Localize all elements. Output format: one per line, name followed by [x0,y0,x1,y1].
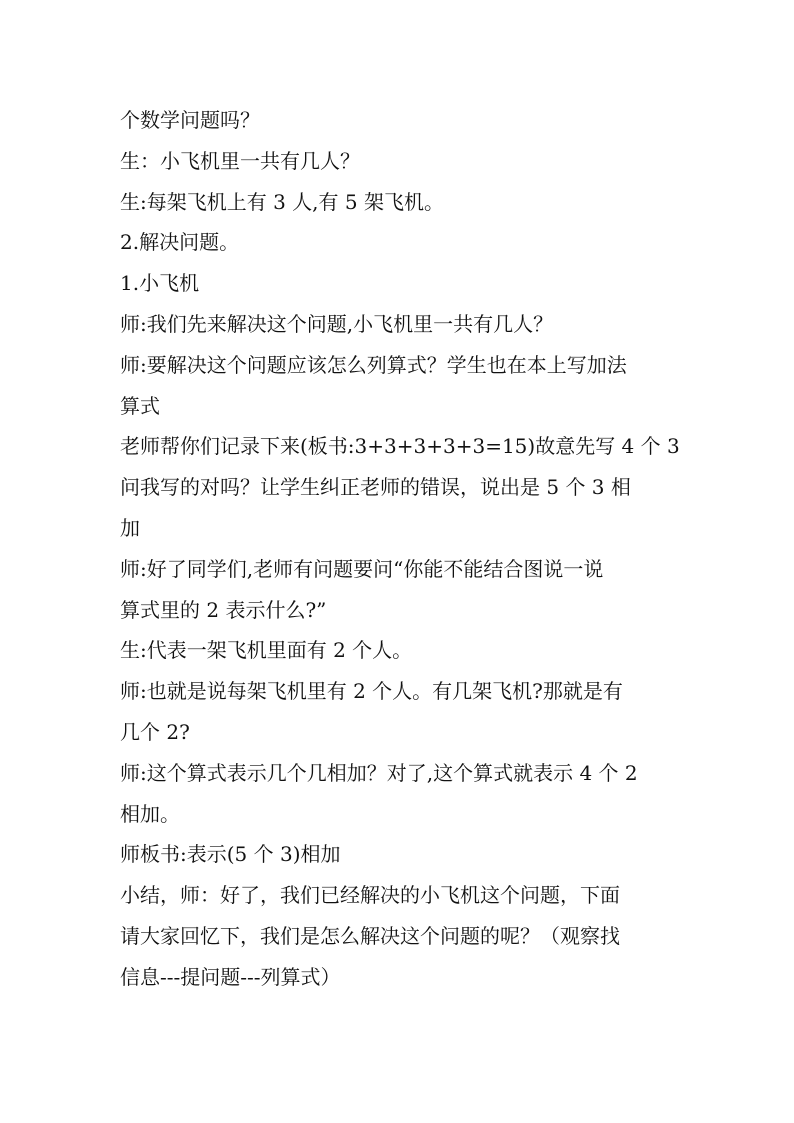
text-line: 2.解决问题。 [120,230,240,255]
text-line: 个数学问题吗？ [120,108,260,132]
text-line: 加 [120,515,140,540]
text-line: 师:这个算式表示几个几相加？对了,这个算式就表示 4 个 2 [120,760,638,785]
text-line: 生：小飞机里一共有几人？ [120,148,360,173]
text-line: 算式里的 2 表示什么?” [120,597,327,622]
text-line: 师:也就是说每架飞机里有 2 个人。有几架飞机?那就是有 [120,679,623,704]
text-line: 请大家回忆下，我们是怎么解决这个问题的呢？（观察找 [120,923,620,948]
text-line: 生:代表一架飞机里面有 2 个人。 [120,638,413,663]
text-line: 师:好了同学们,老师有问题要问“你能不能结合图说一说 [120,556,604,581]
text-line: 师:我们先来解决这个问题,小飞机里一共有几人？ [120,311,554,336]
text-line: 问我写的对吗？让学生纠正老师的错误，说出是 5 个 3 相 [120,475,631,500]
lesson-text [120,100,680,998]
text-line: 相加。 [120,801,180,826]
text-line: 算式 [120,393,160,418]
text-line: 信息---提问题---列算式） [120,964,341,989]
text-line: 小结，师：好了，我们已经解决的小飞机这个问题，下面 [120,883,620,908]
text-line: 生:每架飞机上有 3 人,有 5 架飞机。 [120,189,444,214]
text-line: 几个 2? [120,719,190,744]
text-line: 1.小飞机 [120,271,200,296]
text-line: 师板书:表示(5 个 3)相加 [120,842,341,867]
text-line: 老师帮你们记录下来(板书:3+3+3+3+3=15)故意先写 4 个 3 [120,434,680,459]
text-line: 师:要解决这个问题应该怎么列算式？学生也在本上写加法 [120,352,627,377]
